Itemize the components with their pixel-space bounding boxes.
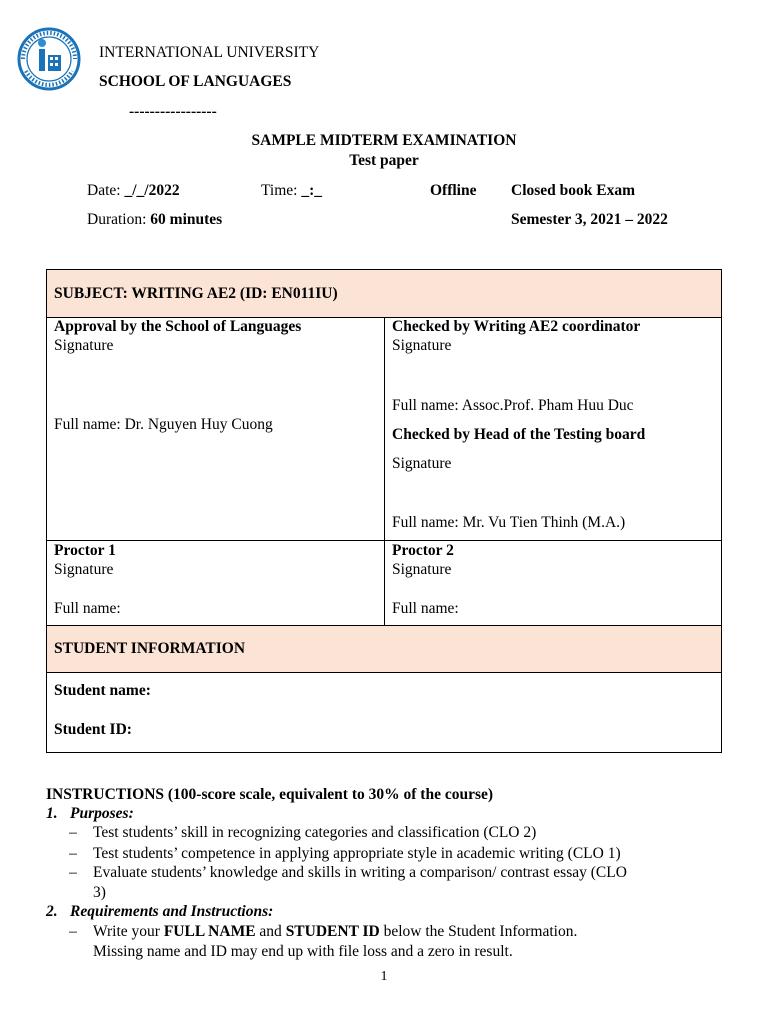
proctor2-heading: Proctor 2 (392, 542, 454, 559)
purpose-item-3-continued: 3) (93, 884, 106, 901)
school-name: SCHOOL OF LANGUAGES (99, 73, 292, 90)
university-name: INTERNATIONAL UNIVERSITY (99, 44, 320, 61)
student-id-label: Student ID: (54, 721, 132, 738)
exam-time: Time: _:_ (261, 182, 323, 199)
purpose-dash: – (69, 864, 77, 881)
subject-label: SUBJECT: WRITING AE2 (ID: EN011IU) (54, 284, 338, 302)
university-logo (14, 27, 84, 91)
purpose-dash: – (69, 824, 77, 841)
proctor2-signature: Signature (392, 561, 452, 578)
exam-title: SAMPLE MIDTERM EXAMINATION (251, 132, 517, 149)
student-info-heading: STUDENT INFORMATION (54, 640, 246, 657)
proctor1-cell (47, 541, 385, 626)
student-info-cell (47, 673, 722, 753)
section2-number: 2. (46, 903, 58, 920)
header-separator: ----------------- (129, 103, 217, 120)
checked-coordinator-heading: Checked by Writing AE2 coordinator (392, 318, 641, 335)
proctor1-heading: Proctor 1 (54, 542, 116, 559)
approval-signature: Signature (54, 337, 114, 354)
purpose-item-3: Evaluate students’ knowledge and skills in writing a comparison/ contrast essay (CLO (93, 864, 627, 881)
purpose-dash: – (69, 845, 77, 862)
checked-head-signature: Signature (392, 455, 452, 472)
proctor2-full-name: Full name: (392, 600, 459, 617)
exam-duration: Duration: 60 minutes (87, 211, 223, 228)
subject-cell (47, 270, 722, 318)
purpose-item-2: Test students’ competence in applying appropriate style in academic writing (CLO 1) (93, 845, 621, 862)
approval-full-name: Full name: Dr. Nguyen Huy Cuong (54, 416, 273, 433)
student-name-label: Student name: (54, 682, 151, 699)
section1-title: Purposes: (70, 805, 134, 822)
exam-semester: Semester 3, 2021 – 2022 (511, 211, 668, 228)
proctor1-full-name: Full name: (54, 600, 121, 617)
purpose-item-1: Test students’ skill in recognizing categories and classification (CLO 2) (93, 824, 537, 841)
exam-info-table (46, 269, 722, 753)
requirement-item-1: Write your FULL NAME and STUDENT ID below the Student Information. (93, 923, 578, 940)
checked-head-full-name: Full name: Mr. Vu Tien Thinh (M.A.) (392, 514, 626, 531)
exam-date: Date: _/_/2022 (87, 182, 180, 199)
instructions-heading: INSTRUCTIONS (100-score scale, equivalent to 30% of the course) (46, 786, 494, 803)
exam-mode: Offline (430, 182, 477, 199)
approval-cell (47, 318, 385, 541)
page-number: 1 (380, 969, 388, 984)
proctor1-signature: Signature (54, 561, 114, 578)
section2-title: Requirements and Instructions: (70, 903, 274, 920)
checked-head-heading: Checked by Head of the Testing board (392, 426, 646, 443)
proctor2-cell (385, 541, 722, 626)
requirement-item-1-continued: Missing name and ID may end up with file loss and a zero in result. (93, 943, 513, 960)
requirement-dash: – (69, 923, 77, 940)
section1-number: 1. (46, 805, 58, 822)
checked-coordinator-full-name: Full name: Assoc.Prof. Pham Huu Duc (392, 397, 634, 414)
checked-cell (385, 318, 722, 541)
exam-subtitle: Test paper (349, 152, 419, 169)
exam-book-type: Closed book Exam (511, 182, 636, 199)
approval-heading: Approval by the School of Languages (54, 318, 302, 335)
checked-coordinator-signature: Signature (392, 337, 452, 354)
student-info-header-cell (47, 626, 722, 673)
